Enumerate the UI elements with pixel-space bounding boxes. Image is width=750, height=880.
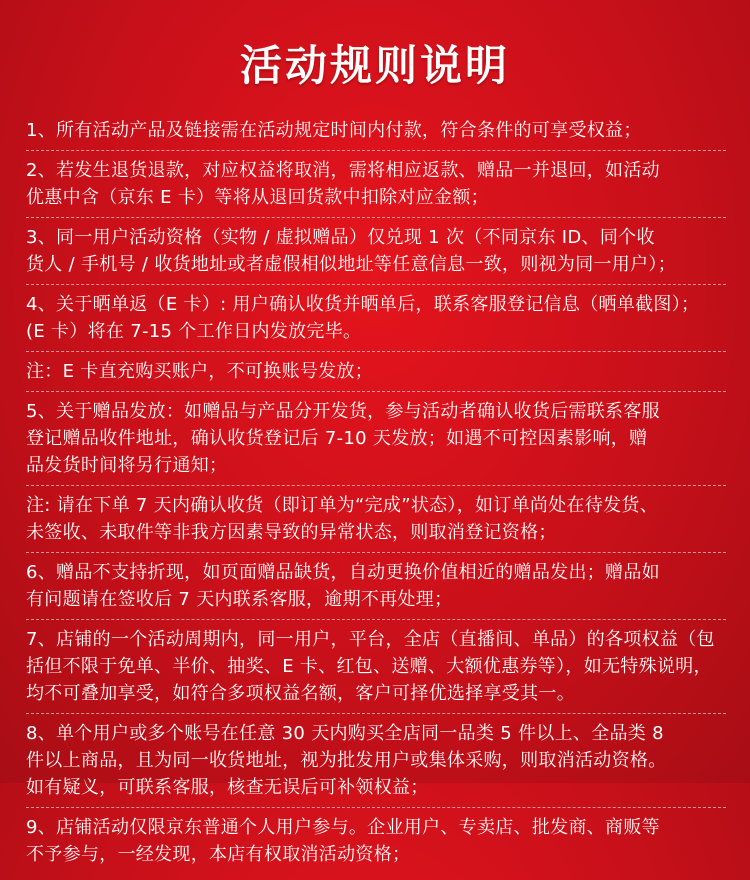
- rule-item: 1、所有活动产品及链接需在活动规定时间内付款，符合条件的可享受权益；: [26, 117, 726, 151]
- rule-note: 注：E 卡直充购买账户，不可换账号发放；: [26, 358, 726, 392]
- rule-item: 8、单个用户或多个账号在任意 30 天内购买全店同一品类 5 件以上、全品类 8 件以上商品，且为同一收货地址，视为批发用户或集体采购，则取消活动资格。 如有疑义，可联系客服，核查无误后可补领权益；: [26, 720, 726, 808]
- rule-item: 4、关于晒单返（E 卡）: 用户确认收货并晒单后，联系客服登记信息（晒单截图）； (E 卡）将在 7-15 个工作日内发放完毕。: [26, 291, 726, 352]
- rule-item: 6、赠品不支持折现，如页面赠品缺货，自动更换价值相近的赠品发出；赠品如 有问题请在签收后 7 天内联系客服，逾期不再处理；: [26, 559, 726, 620]
- rules-list: [26, 117, 726, 880]
- rule-item: 7、店铺的一个活动周期内，同一用户，平台，全店（直播间、单品）的各项权益（包 括但不限于免单、半价、抽奖、E 卡、红包、送赠、大额优惠券等），如无特殊说明， 均不可叠加享受，如符合多项权益名额，客户可择优选择享受其一。: [26, 626, 726, 714]
- rule-item: 5、关于赠品发放：如赠品与产品分开发货，参与活动者确认收货后需联系客服 登记赠品收件地址，确认收货登记后 7-10 天发放；如遇不可控因素影响，赠 品发货时间将另行通知；: [26, 398, 726, 486]
- rule-item: 9、店铺活动仅限京东普通个人用户参与。企业用户、专卖店、批发商、商贩等 不予参与，一经发现，本店有权取消活动资格；: [26, 817, 660, 865]
- rule-item: 3、同一用户活动资格（实物 / 虚拟赠品）仅兑现 1 次（不同京东 ID、同个收 货人 / 手机号 / 收货地址或者虚假相似地址等任意信息一致，则视为同一用户）；: [26, 224, 726, 285]
- page-title: 活动规则说明: [239, 41, 510, 90]
- rule-note: 注: 请在下单 7 天内确认收货（即订单为“完成”状态），如订单尚处在待发货、 未签收、未取件等非我方因素导致的异常状态，则取消登记资格；: [26, 492, 726, 553]
- rule-item: 2、若发生退货退款，对应权益将取消，需将相应返款、赠品一并退回，如活动 优惠中含（京东 E 卡）等将从退回货款中扣除对应金额；: [26, 157, 726, 218]
